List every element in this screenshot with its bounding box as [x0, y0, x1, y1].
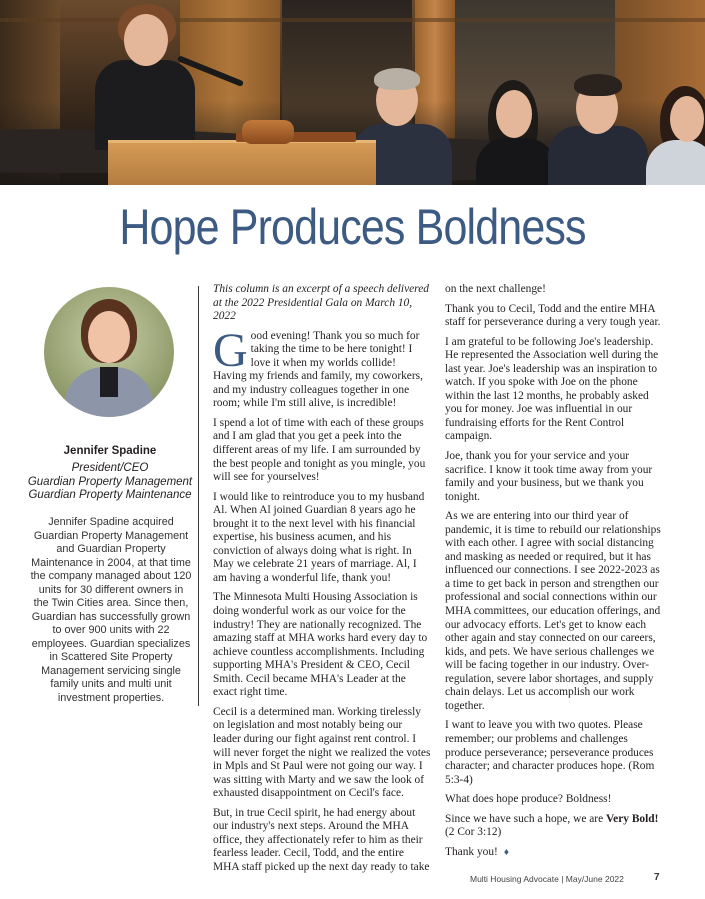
author-bio: Jennifer Spadine acquired Guardian Property Management and Guardian Property Maintenance in 2004, at that time the company managed about 120 units for 30 different owners in the Twin Cities area. Since then, Guardian has successfully grown to over 900 units with 22 employees. Guardian specializes in Scattered Site Property Management servicing single family units and multi unit investment properties. [30, 516, 192, 704]
end-mark-icon: ♦ [503, 846, 509, 858]
column-divider [198, 286, 199, 706]
author-company: Guardian Property Maintenance [28, 489, 192, 501]
author-company: Guardian Property Management [27, 475, 193, 488]
paragraph: I spend a lot of time with each of these groups and I am glad that you get a peek into the different areas of my life. I am surrounded by the best people and tonight as you mingle, you will see for yourselves! [213, 416, 426, 484]
paragraph: I would like to reintroduce you to my husband Al. When Al joined Guardian 8 years ago he brought it to the next level with his financial expertise, his business acumen, and his conviction of always doing what is right. In May we celebrate 21 years of marriage. Al, I am having a wonderful life, thank you! [213, 490, 425, 584]
drop-cap: G [213, 323, 248, 377]
article-title: Hope Produces Boldness [119, 199, 586, 255]
article-column-2 [445, 283, 663, 865]
author-roles [10, 462, 210, 503]
emphasis: Very Bold! [605, 812, 659, 825]
hero-photo [0, 0, 705, 185]
gavel-icon [242, 120, 294, 144]
paragraph: on the next challenge! [445, 283, 546, 295]
closing-text: Thank you! [445, 845, 498, 858]
author-portrait [44, 287, 174, 417]
paragraph-text: ood evening! Thank you so much for taking the time to be here tonight! I love it when my worlds collide! Having my friends and family, my coworkers, and my industry colleagues together in one room; while I'm still alive, is incredible! [213, 329, 423, 410]
paragraph [213, 323, 431, 411]
paragraph: Cecil is a determined man. Working tirelessly on legislation and most notably being our leader during our fight against rent control. I will never forget the night we realized the votes in Mpls and St Paul were not going our way. I was sitting with Marty and we saw the look of exhausted disappointment on Cecil's face. [213, 705, 431, 800]
paragraph: Joe, thank you for your service and your sacrifice. I know it took time away from your family and your business, but we thank you tonight. [445, 450, 653, 503]
paragraph: I am grateful to be following Joe's leadership. He represented the Association well during the last year. Joe's leadership was an inspiration to watch. If you spoke with Joe on the phone within the last 12 months, he probably asked you for money. Joe was influential in our fundraising efforts for the Rent Control campaign. [445, 335, 659, 443]
podium [108, 140, 376, 185]
author-role: President/CEO [71, 462, 149, 474]
paragraph: The Minnesota Multi Housing Association is doing wonderful work as our voice for the industry! They are nationally recognized. The amazing staff at MHA works hard every day to achieve countless accomplishments. Including supporting MHA's President & CEO, Cecil Smith. Cecil became MHA's Leader at the exact right time. [213, 591, 428, 699]
article-column-1 [213, 283, 431, 880]
paragraph: Thank you to Cecil, Todd and the entire MHA staff for perseverance during a very tough year. [445, 302, 661, 329]
publication-footer: Multi Housing Advocate | May/June 2022 [470, 874, 624, 884]
citation: (2 Cor 3:12) [445, 826, 502, 839]
page-number: 7 [654, 872, 660, 883]
paragraph: But, in true Cecil spirit, he had energy about our industry's next steps. Around the MHA office, they affectionately refer to him as their fearless leader. Cecil, Todd, and the entire MHA staff picked up the next day ready to take [213, 806, 430, 873]
paragraph [445, 813, 663, 840]
paragraph: What does hope produce? Boldness! [445, 793, 612, 806]
author-name: Jennifer Spadine [63, 445, 157, 457]
paragraph-text: Since we have such a hope, we are [445, 812, 606, 825]
paragraph: I want to leave you with two quotes. Please remember; our problems and challenges produce perseverance; perseverance produces character; and character produces hope. (Rom 5:3-4) [445, 719, 655, 786]
paragraph: As we are entering into our third year of pandemic, it is time to rebuild our relationships with each other. I agree with social distancing and masking as needed or required, but it has influenced our connections. I see 2022-2023 as a time to get back in person and strengthen our professional and social connections within our MHA committees, our education offerings, and our advocacy efforts. Let's get to know each other again and stay connected on our careers, kids, and pets. We have serious challenges we will be facing together in our industry. Over-regulation, severe labor shortages, and supply chain delays. Let us accomplish our work together. [445, 510, 661, 712]
paragraph [445, 846, 663, 860]
article-intro: This column is an excerpt of a speech delivered at the 2022 Presidential Gala on March 10, 2022 [213, 283, 429, 323]
